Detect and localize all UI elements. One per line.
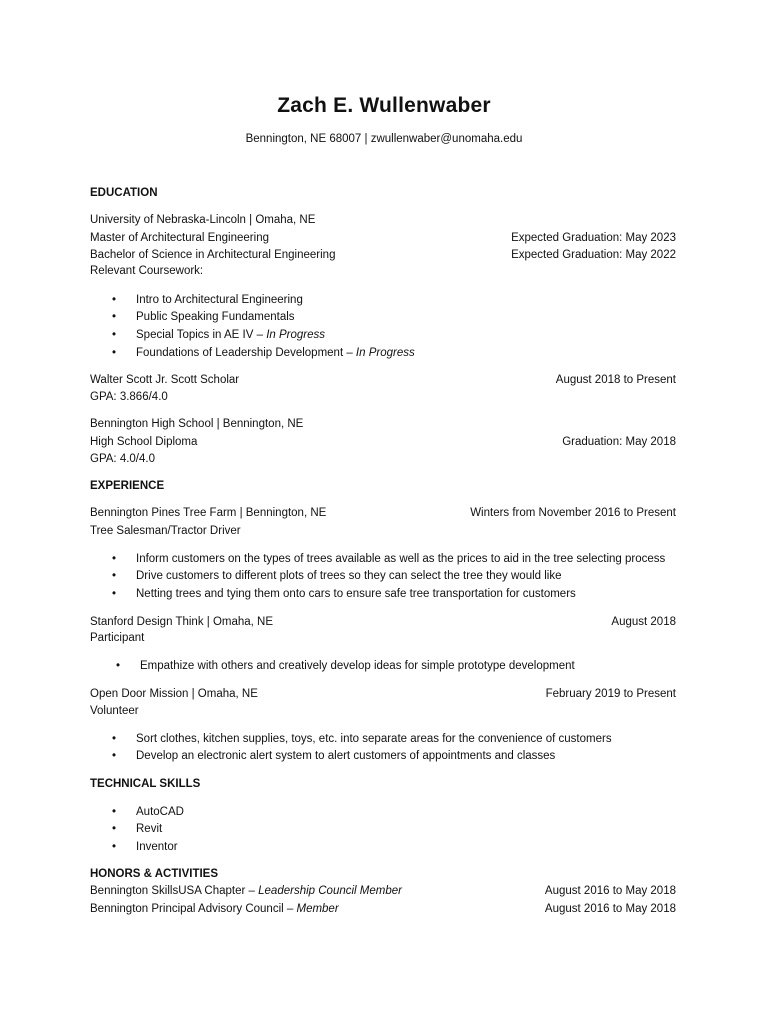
course-item — [112, 345, 692, 361]
job-header — [90, 686, 676, 702]
job-bullet-text: Sort clothes, kitchen supplies, toys, etc. into separate areas for the convenience of customers — [136, 733, 612, 745]
honor-item — [90, 883, 676, 899]
bullet-icon: • — [112, 750, 117, 762]
job-bullet — [112, 731, 692, 747]
job-bullet-text: Netting trees and tying them onto cars to ensure safe tree transportation for customers — [136, 588, 576, 600]
course-item — [112, 292, 692, 308]
job-bullet — [112, 748, 692, 764]
honors-heading: HONORS & ACTIVITIES — [90, 868, 218, 880]
education-heading: EDUCATION — [90, 187, 158, 199]
job-role: Tree Salesman/Tractor Driver — [90, 525, 241, 537]
job-org: Stanford Design Think | Omaha, NE — [90, 616, 274, 628]
coursework-label: Relevant Coursework: — [90, 265, 204, 277]
job-org: Open Door Mission | Omaha, NE — [90, 688, 258, 700]
job-role: Participant — [90, 632, 145, 644]
bullet-icon: • — [112, 841, 117, 853]
diploma-title: High School Diploma — [90, 436, 198, 448]
honor-text: Bennington SkillsUSA Chapter – — [90, 885, 259, 897]
degree-bachelors-date: Expected Graduation: May 2022 — [511, 249, 676, 261]
degree-masters — [90, 230, 676, 246]
job-bullet-text: Empathize with others and creatively develop ideas for simple prototype development — [140, 660, 575, 672]
course-status: In Progress — [355, 347, 415, 359]
bullet-icon: • — [112, 329, 117, 341]
job-bullet — [112, 586, 692, 602]
diploma — [90, 434, 676, 450]
job-bullet-text: Drive customers to different plots of trees so they can select the tree they would like — [136, 570, 562, 582]
honor-date: August 2016 to May 2018 — [544, 885, 676, 897]
gpa-college: GPA: 3.866/4.0 — [90, 391, 168, 403]
bullet-icon: • — [116, 660, 121, 672]
bullet-icon: • — [112, 570, 117, 582]
honor-date: August 2016 to May 2018 — [544, 903, 676, 915]
course-text: Intro to Architectural Engineering — [136, 294, 303, 306]
skill-item — [112, 839, 692, 855]
course-status: In Progress — [266, 329, 326, 341]
bullet-icon: • — [112, 553, 117, 565]
course-text: Public Speaking Fundamentals — [136, 311, 295, 323]
course-item — [112, 309, 692, 325]
job-date: February 2019 to Present — [545, 688, 676, 700]
school-unl: University of Nebraska-Lincoln | Omaha, NE — [90, 214, 316, 226]
bullet-icon: • — [112, 294, 117, 306]
job-bullet-text: Develop an electronic alert system to alert customers of appointments and classes — [136, 750, 556, 762]
degree-masters-date: Expected Graduation: May 2023 — [511, 232, 676, 244]
course-text-wrap — [136, 327, 325, 343]
school-high-school: Bennington High School | Bennington, NE — [90, 418, 304, 430]
resume-name: Zach E. Wullenwaber — [277, 94, 491, 117]
skill-item — [112, 804, 692, 820]
course-item — [112, 327, 692, 343]
job-header — [90, 505, 676, 521]
degree-bachelors-title: Bachelor of Science in Architectural Engineering — [90, 249, 336, 261]
honor-text: Bennington Principal Advisory Council – — [90, 903, 297, 915]
diploma-date: Graduation: May 2018 — [562, 436, 676, 448]
bullet-icon: • — [112, 347, 117, 359]
bullet-icon: • — [112, 311, 117, 323]
skills-heading: TECHNICAL SKILLS — [90, 778, 201, 790]
scholarship-title: Walter Scott Jr. Scott Scholar — [90, 374, 240, 386]
job-org: Bennington Pines Tree Farm | Bennington, NE — [90, 507, 327, 519]
honor-role: Leadership Council Member — [258, 885, 402, 897]
course-text: Foundations of Leadership Development – — [136, 347, 356, 359]
job-header — [90, 614, 676, 630]
bullet-icon: • — [112, 806, 117, 818]
gpa-high-school: GPA: 4.0/4.0 — [90, 453, 155, 465]
course-text: Special Topics in AE IV – — [136, 329, 267, 341]
honor-role: Member — [296, 903, 339, 915]
honor-item — [90, 901, 676, 917]
contact-info: Bennington, NE 68007 | zwullenwaber@unomaha.edu — [245, 133, 523, 145]
skill-text: Inventor — [136, 841, 178, 853]
degree-bachelors — [90, 247, 676, 263]
bullet-icon: • — [112, 588, 117, 600]
job-role: Volunteer — [90, 705, 139, 717]
scholarship-date: August 2018 to Present — [555, 374, 676, 386]
bullet-icon: • — [112, 823, 117, 835]
job-bullet-text: Inform customers on the types of trees available as well as the prices to aid in the tree selecting process — [136, 553, 666, 565]
job-bullet — [116, 658, 696, 674]
job-date: August 2018 — [611, 616, 676, 628]
job-bullet — [112, 568, 692, 584]
course-text-wrap — [136, 345, 415, 361]
scholarship — [90, 372, 676, 388]
skill-text: AutoCAD — [136, 806, 184, 818]
skill-text: Revit — [136, 823, 163, 835]
job-bullet — [112, 551, 692, 567]
skill-item — [112, 821, 692, 837]
degree-masters-title: Master of Architectural Engineering — [90, 232, 269, 244]
bullet-icon: • — [112, 733, 117, 745]
experience-heading: EXPERIENCE — [90, 480, 165, 492]
job-date: Winters from November 2016 to Present — [470, 507, 676, 519]
